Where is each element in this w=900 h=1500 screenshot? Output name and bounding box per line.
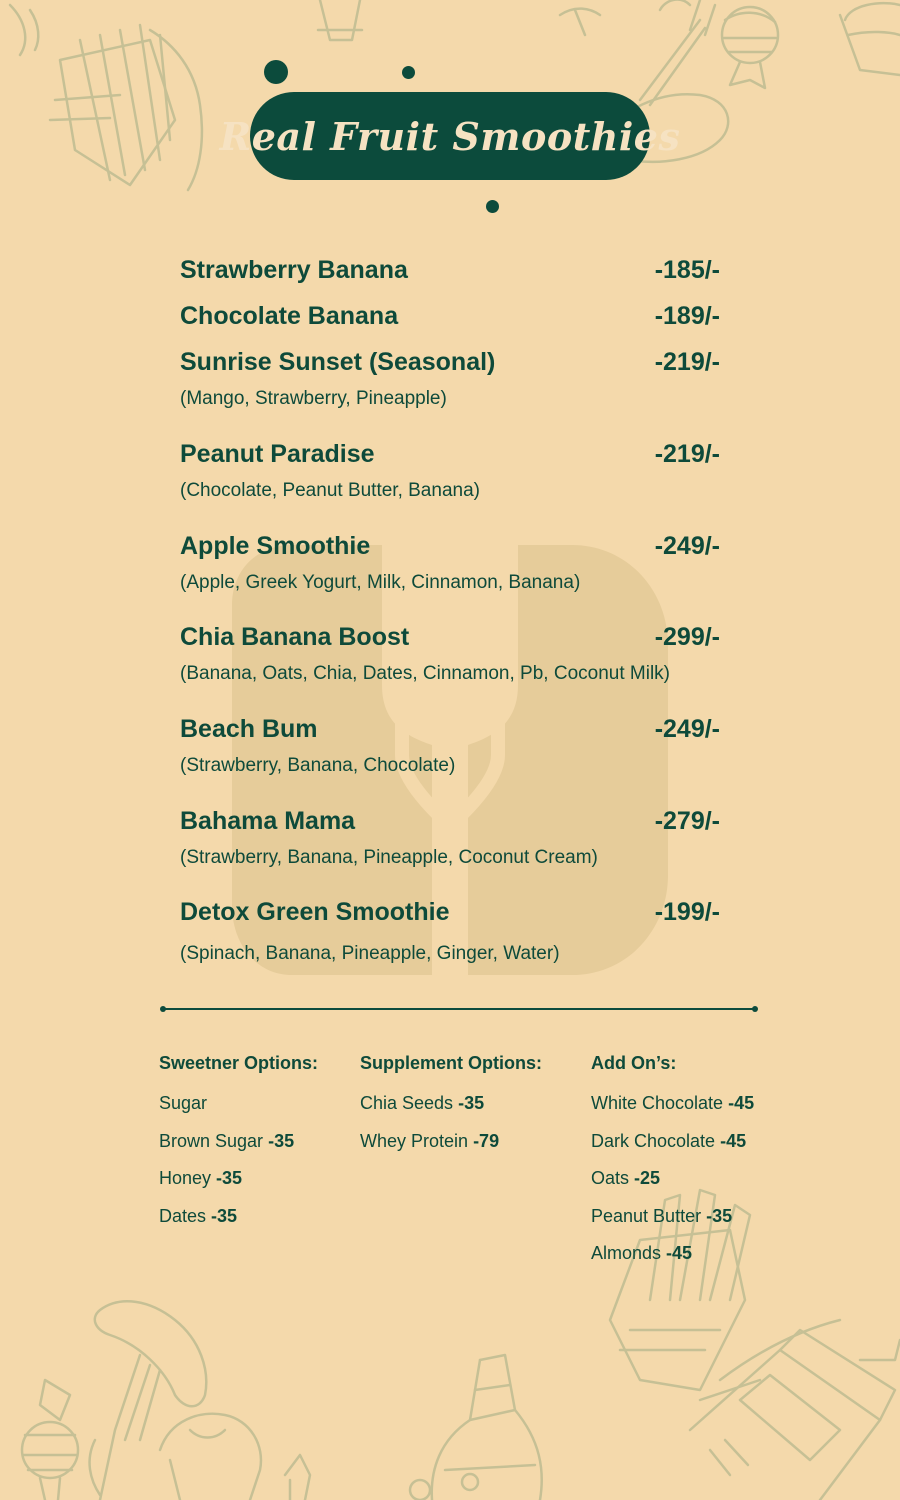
item-ingredients: (Strawberry, Banana, Pineapple, Coconut Cream)	[180, 847, 598, 868]
title-pill	[219, 92, 681, 180]
item-ingredients: (Chocolate, Peanut Butter, Banana)	[180, 480, 480, 501]
title-badge	[219, 92, 681, 182]
option-item: Peanut Butter -35	[591, 1205, 733, 1226]
item-ingredients: (Spinach, Banana, Pineapple, Ginger, Water)	[180, 943, 560, 964]
menu-item	[180, 434, 720, 526]
menu-item	[180, 801, 720, 892]
item-price: -249/-	[654, 715, 720, 743]
item-name: Strawberry Banana	[180, 256, 408, 284]
fries-doodle	[50, 25, 202, 190]
smoothie-menu	[180, 250, 720, 984]
sausage-fork-doodle	[90, 1301, 207, 1500]
option-item: Whey Protein -79	[360, 1130, 500, 1151]
menu-item	[180, 617, 720, 709]
option-item: Brown Sugar -35	[159, 1130, 295, 1151]
menu-item	[180, 526, 720, 617]
decor-dot	[486, 200, 499, 213]
page-title: Real Fruit Smoothies	[219, 113, 681, 159]
option-item: Sugar	[159, 1093, 208, 1113]
addons-heading: Add On’s:	[591, 1053, 677, 1073]
item-price: -219/-	[654, 440, 720, 468]
item-price: -185/-	[654, 256, 720, 284]
item-ingredients: (Mango, Strawberry, Pineapple)	[180, 388, 447, 409]
candy-doodle	[22, 1380, 78, 1500]
option-item: Oats -25	[591, 1168, 661, 1188]
option-item: White Chocolate -45	[591, 1093, 755, 1113]
item-name: Apple Smoothie	[180, 532, 371, 560]
supplement-heading: Supplement Options:	[360, 1053, 542, 1073]
item-price: -219/-	[654, 348, 720, 376]
jar-doodle	[690, 1330, 895, 1500]
item-name: Sunrise Sunset (Seasonal)	[180, 348, 496, 376]
bottle-doodle	[318, 0, 362, 40]
item-price: -279/-	[654, 807, 720, 835]
option-item: Dates -35	[159, 1205, 238, 1226]
menu-item	[180, 342, 720, 434]
option-item: Chia Seeds -35	[360, 1093, 485, 1113]
item-price: -189/-	[654, 302, 720, 330]
menu-item	[180, 250, 720, 296]
item-name: Beach Bum	[180, 715, 318, 743]
item-price: -199/-	[654, 898, 720, 926]
option-item: Honey -35	[159, 1168, 243, 1188]
item-ingredients: (Banana, Oats, Chia, Dates, Cinnamon, Pb, Coconut Milk)	[180, 663, 671, 684]
item-ingredients: (Strawberry, Banana, Chocolate)	[180, 755, 456, 776]
item-price: -299/-	[654, 623, 720, 651]
addon-options	[591, 1048, 754, 1273]
cupcake-doodle	[160, 1414, 261, 1500]
supplement-options	[360, 1048, 542, 1160]
candy-doodle	[10, 5, 38, 55]
candy-doodle	[722, 7, 778, 88]
section-divider	[160, 1006, 758, 1012]
item-name: Detox Green Smoothie	[180, 898, 450, 926]
item-ingredients: (Apple, Greek Yogurt, Milk, Cinnamon, Banana)	[180, 572, 581, 593]
menu-item	[180, 709, 720, 801]
item-name: Bahama Mama	[180, 807, 356, 835]
cupcake-doodle	[840, 3, 900, 75]
menu-item	[180, 296, 720, 342]
option-item: Dark Chocolate -45	[591, 1130, 747, 1151]
option-item: Almonds -45	[591, 1243, 693, 1263]
bottle-doodle	[432, 1355, 542, 1500]
item-name: Chia Banana Boost	[180, 623, 410, 651]
item-name: Peanut Paradise	[180, 440, 375, 468]
sweetener-heading: Sweetner Options:	[159, 1053, 319, 1073]
item-name: Chocolate Banana	[180, 302, 399, 330]
decor-dot	[264, 60, 288, 84]
item-price: -249/-	[654, 532, 720, 560]
sweetener-options	[159, 1048, 318, 1235]
menu-item	[180, 892, 720, 984]
decor-dot	[402, 66, 415, 79]
